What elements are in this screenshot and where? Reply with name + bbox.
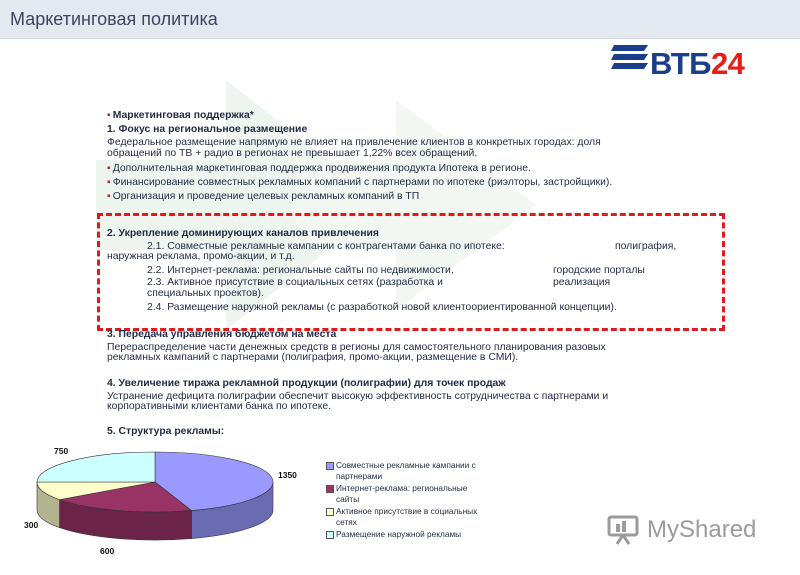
- section-2-item-3-cont: реализация: [553, 277, 611, 288]
- section-2-item-1-cont: полиграфия,: [615, 241, 677, 252]
- section-2-item-4: 2.4. Размещение наружной рекламы (с разработкой новой клиентоориентированной концепции).: [147, 302, 617, 313]
- section-5-heading: 5. Структура рекламы:: [107, 426, 225, 437]
- watermark-text: MyShared: [647, 516, 757, 543]
- section-2-item-3: 2.3. Активное присутствие в социальных сетях (разработка и: [147, 277, 443, 288]
- bullet-icon: ▪: [107, 191, 111, 202]
- section-2-item-1: 2.1. Совместные рекламные кампании с контрагентами банка по ипотеке:: [147, 241, 505, 252]
- bullet-icon: ▪: [107, 110, 111, 121]
- legend-item: [326, 460, 477, 481]
- section-4-text-line-2: корпоративными клиентами банка по ипотеке.: [107, 401, 332, 412]
- vtb-flag-icon: [610, 42, 650, 76]
- legend-label: Размещение наружной рекламы: [336, 529, 462, 539]
- legend-label: Совместные рекламные кампании с: [336, 460, 476, 470]
- legend-swatch: [326, 531, 334, 539]
- presentation-board-icon: [607, 515, 641, 545]
- legend-swatch: [326, 485, 334, 493]
- section-4-heading: 4. Увеличение тиража рекламной продукции (полиграфии) для точек продаж: [107, 378, 506, 389]
- logo-text: ВТБ24: [650, 46, 745, 81]
- section-4-text-line-1: Устранение дефицита полиграфии обеспечит высокую эффективность сотрудничества с партнерами и: [107, 391, 609, 402]
- section-2-item-3-wrap: специальных проектов).: [147, 288, 264, 299]
- section-0-heading: ▪ Маркетинговая поддержка*: [107, 110, 254, 121]
- legend-item: [326, 506, 477, 527]
- pie-data-label: 300: [24, 520, 39, 530]
- chart-legend: [326, 460, 477, 542]
- section-1-text-line-2: обращений по ТВ + радио в регионах не превышает 1,22% всех обращений.: [107, 148, 478, 159]
- section-3-text-line-2: рекламных кампаний с партнерами (полиграфия, промо-акции, размещение в СМИ).: [107, 352, 519, 363]
- section-2-heading: 2. Укрепление доминирующих каналов привлечения: [107, 228, 379, 239]
- page-title: Маркетинговая политика: [10, 9, 218, 29]
- legend-swatch: [326, 462, 334, 470]
- pie-data-label: 1350: [278, 470, 297, 480]
- myshared-watermark: [607, 513, 772, 547]
- vtb24-logo: [610, 40, 770, 85]
- legend-label: Активное присутствие в социальных: [336, 506, 478, 516]
- section-3-heading: 3. Передача управления бюджетом на места: [107, 329, 337, 340]
- header-bar: [0, 0, 800, 39]
- section-1-heading: 1. Фокус на региональное размещение: [107, 124, 308, 135]
- section-2-item-1-wrap: наружная реклама, промо-акции, и т.д.: [107, 251, 295, 262]
- section-3-text-line-1: Перераспределение части денежных средств в регионы для самостоятельного планирования разовых: [107, 342, 606, 353]
- legend-label: сайты: [336, 493, 360, 504]
- pie-data-label: 750: [54, 446, 69, 456]
- legend-swatch: [326, 508, 334, 516]
- legend-label: Интернет-реклама: региональные: [336, 483, 468, 493]
- pie-slice: [37, 452, 155, 482]
- pie-chart: [20, 440, 320, 560]
- legend-item: [326, 483, 477, 504]
- bullet-icon: ▪: [107, 177, 111, 188]
- section-2-item-2: 2.2. Интернет-реклама: региональные сайты по недвижимости,: [147, 265, 454, 276]
- section-2-item-2-cont: городские порталы: [553, 265, 645, 276]
- legend-item: [326, 529, 477, 540]
- section-1-bullet: ▪ Дополнительная маркетинговая поддержка продвижения продукта Ипотека в регионе.: [107, 163, 531, 174]
- pie-data-label: 600: [100, 546, 115, 556]
- section-1-text-line-1: Федеральное размещение напрямую не влияет на привлечение клиентов в конкретных городах: доля: [107, 137, 601, 148]
- section-1-bullet: ▪ Организация и проведение целевых рекламных компаний в ТП: [107, 191, 420, 202]
- bullet-icon: ▪: [107, 163, 111, 174]
- section-1-bullet: ▪ Финансирование совместных рекламных компаний с партнерами по ипотеке (риэлторы, застройщики).: [107, 177, 613, 188]
- legend-label: партнерами: [336, 470, 383, 481]
- legend-label: сетях: [336, 516, 357, 527]
